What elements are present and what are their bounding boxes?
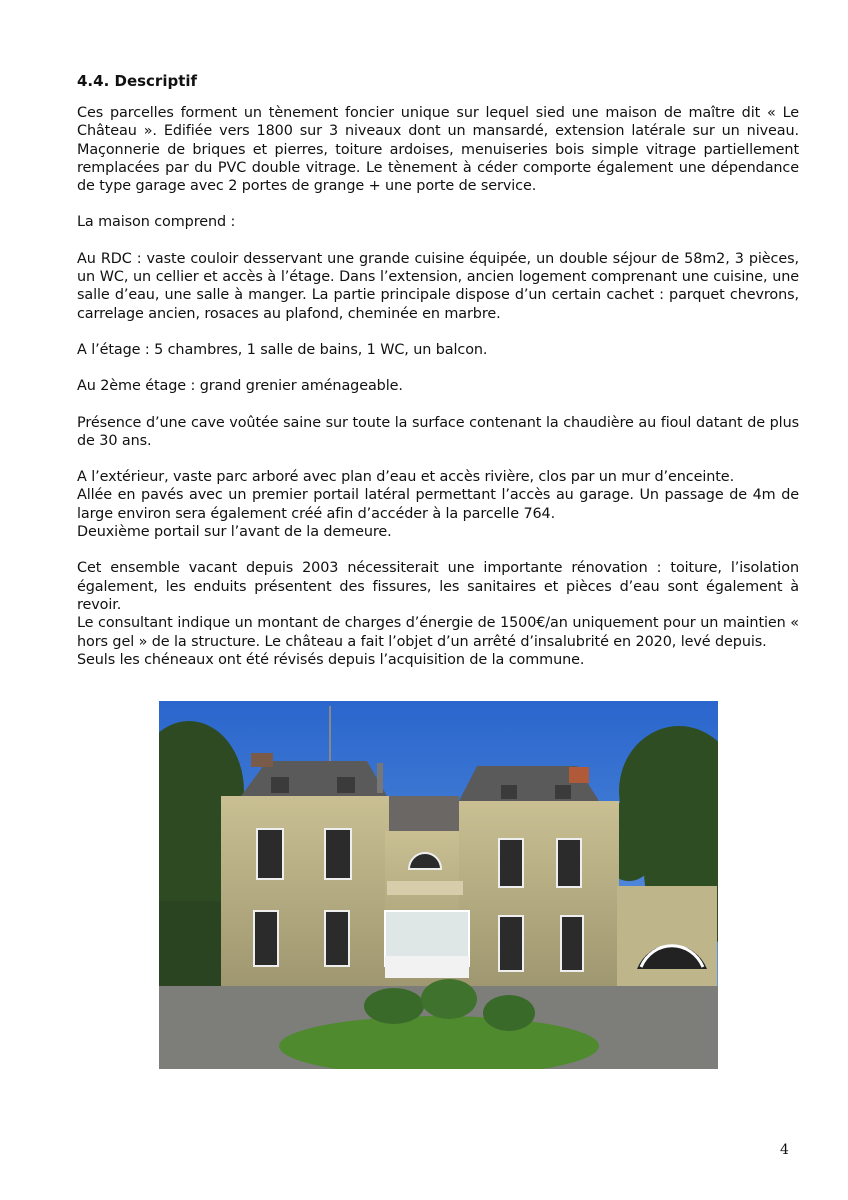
paragraph-intro: La maison comprend : (77, 214, 236, 231)
document-body (77, 70, 799, 669)
paragraph-rdc: Au RDC : vaste couloir desservant une grande cuisine équipée, un double séjour de 58m2, 3 pièces, un WC, un cellier et accès à l’étage. Dans l’extension, ancien logement comprenant une cuisine, une salle d’eau, une salle à manger. La partie principale dispose d’un certain cachet : parquet chevrons, carrelage ancien, rosaces au plafond, cheminée en marbre. (77, 250, 799, 322)
page-number: 4 (780, 1142, 789, 1158)
paragraph-exterieur: A l’extérieur, vaste parc arboré avec plan d’eau et accès rivière, clos par un mur d’enceinte. (77, 469, 735, 486)
paragraph-charges: Le consultant indique un montant de charges d’énergie de 1500€/an uniquement pour un maintien « hors gel » de la structure. Le château a fait l’objet d’un arrêté d’insalubrité en 2020, levé depuis. (77, 615, 799, 650)
paragraph-cave: Présence d’une cave voûtée saine sur toute la surface contenant la chaudière au fioul datant de plus de 30 ans. (77, 414, 799, 449)
chateau-photo (159, 701, 718, 1069)
paragraph-2e-etage: Au 2ème étage : grand grenier aménageable. (77, 378, 403, 395)
paragraph-portail: Deuxième portail sur l’avant de la demeure. (77, 524, 392, 541)
paragraph-renovation: Cet ensemble vacant depuis 2003 nécessiterait une importante rénovation : toiture, l’isolation également, les enduits présentent des fissures, les sanitaires et pièces d’eau sont également à revoir. (77, 560, 799, 613)
paragraph-allee: Allée en pavés avec un premier portail latéral permettant l’accès au garage. Un passage de 4m de large environ sera également créé afin d’accéder à la parcelle 764. (77, 487, 799, 522)
paragraph-description: Ces parcelles forment un tènement foncier unique sur lequel sied une maison de maître dit « Le Château ». Edifiée vers 1800 sur 3 niveaux dont un mansardé, extension latérale sur un niveau. Maçonnerie de briques et pierres, toiture ardoises, menuiseries bois simple vitrage partiellement remplacées par du PVC double vitrage. Le tènement à céder comporte également une dépendance de type garage avec 2 portes de grange + une porte de service. (77, 105, 799, 195)
section-heading: 4.4. Descriptif (77, 72, 198, 90)
paragraph-etage: A l’étage : 5 chambres, 1 salle de bains, 1 WC, un balcon. (77, 341, 488, 358)
paragraph-cheneaux: Seuls les chéneaux ont été révisés depuis l’acquisition de la commune. (77, 651, 585, 668)
